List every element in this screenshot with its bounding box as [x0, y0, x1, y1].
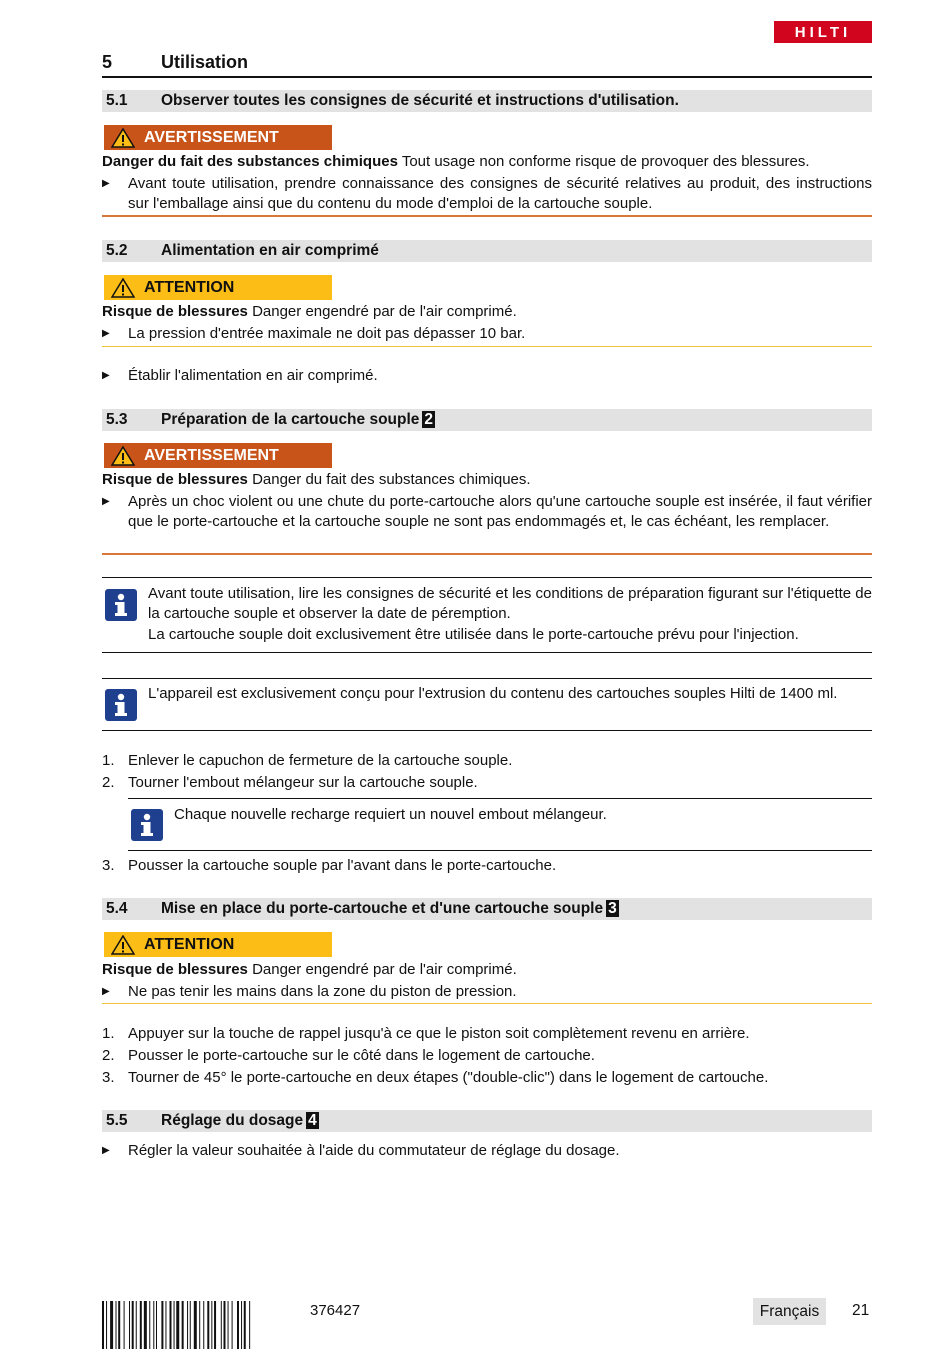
- warning-triangle-icon: [111, 128, 135, 148]
- hazard-statement: [102, 470, 872, 490]
- step-item: [102, 856, 872, 876]
- bullet-text: Après un choc violent ou une chute du porte-cartouche alors qu'une cartouche souple est insérée, il faut vérifier que le porte-cartouche et la cartouche souple ne sont pas endommagés et, le cas échéant, les remplacer.: [128, 493, 872, 530]
- warning-signal-box: [104, 443, 332, 468]
- hazard-title: Risque de blessures: [102, 303, 248, 320]
- step-text: Tourner l'embout mélangeur sur la cartouche souple.: [128, 774, 478, 791]
- warning-end-rule: [102, 215, 872, 217]
- info-top-rule: [128, 798, 872, 799]
- list-item: [102, 982, 872, 1002]
- chapter-title: Utilisation: [161, 52, 249, 72]
- signal-word: AVERTISSEMENT: [144, 447, 279, 464]
- attention-end-rule: [102, 346, 872, 347]
- step-number: 1.: [102, 1025, 115, 1042]
- step-number: 3.: [102, 1069, 115, 1086]
- triangle-bullet-icon: ▶: [102, 496, 110, 507]
- section-heading-5-4: [102, 898, 872, 920]
- triangle-bullet-icon: ▶: [102, 178, 110, 189]
- barcode: [102, 1301, 290, 1349]
- list-item: [102, 366, 872, 386]
- warning-end-rule: [102, 553, 872, 555]
- info-top-rule: [102, 577, 872, 578]
- hazard-description: Danger engendré par de l'air comprimé.: [247, 303, 517, 320]
- bullet-text: Régler la valeur souhaitée à l'aide du commutateur de réglage du dosage.: [128, 1142, 620, 1159]
- section-title: Observer toutes les consignes de sécurité et instructions d'utilisation.: [161, 92, 679, 109]
- bullet-text: Avant toute utilisation, prendre connaissance des consignes de sécurité relatives au produit, des instructions sur l'emballage ainsi que du contenu du mode d'emploi de la cartouche souple.: [128, 175, 872, 212]
- section-number: 5.2: [106, 242, 128, 259]
- chapter-number: 5: [102, 52, 113, 72]
- step-text: Appuyer sur la touche de rappel jusqu'à ce que le piston soit complètement revenu en arrière.: [128, 1025, 750, 1042]
- list-item: [102, 1141, 872, 1161]
- section-heading-5-5: [102, 1110, 872, 1132]
- step-item: [102, 1024, 872, 1044]
- hazard-statement: [102, 302, 872, 322]
- info-icon: [105, 589, 137, 621]
- section-heading-5-2: [102, 240, 872, 262]
- step-number: 2.: [102, 774, 115, 791]
- section-heading-5-1: [102, 90, 872, 112]
- attention-signal-box: [104, 932, 332, 957]
- step-text: Enlever le capuchon de fermeture de la cartouche souple.: [128, 752, 513, 769]
- step-item: [102, 1046, 872, 1066]
- hazard-description: Tout usage non conforme risque de provoquer des blessures.: [397, 153, 810, 170]
- figure-reference: 4: [308, 1112, 317, 1129]
- triangle-bullet-icon: ▶: [102, 370, 110, 381]
- hazard-statement: [102, 152, 872, 172]
- chapter-heading: [102, 52, 872, 78]
- info-note-text: La cartouche souple doit exclusivement être utilisée dans le porte-cartouche prévu pour l'injection.: [148, 626, 799, 643]
- section-title: Préparation de la cartouche souple 2: [161, 411, 434, 428]
- section-title: Réglage du dosage 4: [161, 1112, 317, 1129]
- triangle-bullet-icon: ▶: [102, 1145, 110, 1156]
- section-title: Mise en place du porte-cartouche et d'une cartouche souple 3: [161, 900, 617, 917]
- hazard-description: Danger engendré par de l'air comprimé.: [247, 961, 517, 978]
- hazard-statement: [102, 960, 872, 980]
- info-icon: [105, 689, 137, 721]
- bullet-text: La pression d'entrée maximale ne doit pas dépasser 10 bar.: [128, 325, 526, 342]
- section-number: 5.3: [106, 411, 128, 428]
- signal-word: ATTENTION: [144, 936, 235, 953]
- warning-triangle-icon: [111, 446, 135, 466]
- info-note-text: Avant toute utilisation, lire les consignes de sécurité et les conditions de préparation figurant sur l'étiquette de la cartouche souple et observer la date de péremption.: [148, 585, 872, 622]
- document-number: 376427: [310, 1302, 361, 1319]
- section-title: Alimentation en air comprimé: [161, 242, 379, 259]
- figure-reference: 3: [608, 900, 617, 917]
- info-icon: [131, 809, 163, 841]
- signal-word: AVERTISSEMENT: [144, 129, 279, 146]
- step-text: Pousser le porte-cartouche sur le côté dans le logement de cartouche.: [128, 1047, 595, 1064]
- warning-signal-box: [104, 125, 332, 150]
- info-bottom-rule: [102, 730, 872, 731]
- info-bottom-rule: [102, 652, 872, 653]
- list-item: [102, 174, 872, 214]
- bullet-text: Ne pas tenir les mains dans la zone du piston de pression.: [128, 983, 517, 1000]
- warning-triangle-icon: [111, 935, 135, 955]
- section-number: 5.4: [106, 900, 128, 917]
- section-heading-5-3: [102, 409, 872, 431]
- page-number: 21: [852, 1302, 870, 1319]
- signal-word: ATTENTION: [144, 279, 235, 296]
- bullet-text: Établir l'alimentation en air comprimé.: [128, 367, 378, 384]
- section-number: 5.1: [106, 92, 128, 109]
- step-number: 3.: [102, 857, 115, 874]
- info-bottom-rule: [128, 850, 872, 851]
- step-text: Pousser la cartouche souple par l'avant dans le porte-cartouche.: [128, 857, 557, 874]
- info-note-text: L'appareil est exclusivement conçu pour l'extrusion du contenu des cartouches souples Hilti de 1400 ml.: [148, 685, 838, 702]
- section-number: 5.5: [106, 1112, 128, 1129]
- hazard-description: Danger du fait des substances chimiques.: [247, 471, 531, 488]
- step-item: [102, 773, 872, 793]
- step-text: Tourner de 45° le porte-cartouche en deux étapes ("double-clic") dans le logement de cartouche.: [128, 1069, 769, 1086]
- triangle-bullet-icon: ▶: [102, 986, 110, 997]
- hilti-logo: HILTI: [774, 21, 872, 43]
- figure-reference: 2: [424, 411, 434, 428]
- attention-signal-box: [104, 275, 332, 300]
- info-note-text: Chaque nouvelle recharge requiert un nouvel embout mélangeur.: [174, 806, 607, 823]
- hazard-title: Danger du fait des substances chimiques: [102, 153, 398, 170]
- language-label: Français: [753, 1298, 826, 1325]
- info-top-rule: [102, 678, 872, 679]
- list-item: [102, 324, 872, 344]
- step-number: 1.: [102, 752, 115, 769]
- list-item: [102, 492, 872, 552]
- hazard-title: Risque de blessures: [102, 961, 248, 978]
- warning-triangle-icon: [111, 278, 135, 298]
- triangle-bullet-icon: ▶: [102, 328, 110, 339]
- step-item: [102, 751, 872, 771]
- step-number: 2.: [102, 1047, 115, 1064]
- attention-end-rule: [102, 1003, 872, 1004]
- step-item: [102, 1068, 872, 1088]
- hazard-title: Risque de blessures: [102, 471, 248, 488]
